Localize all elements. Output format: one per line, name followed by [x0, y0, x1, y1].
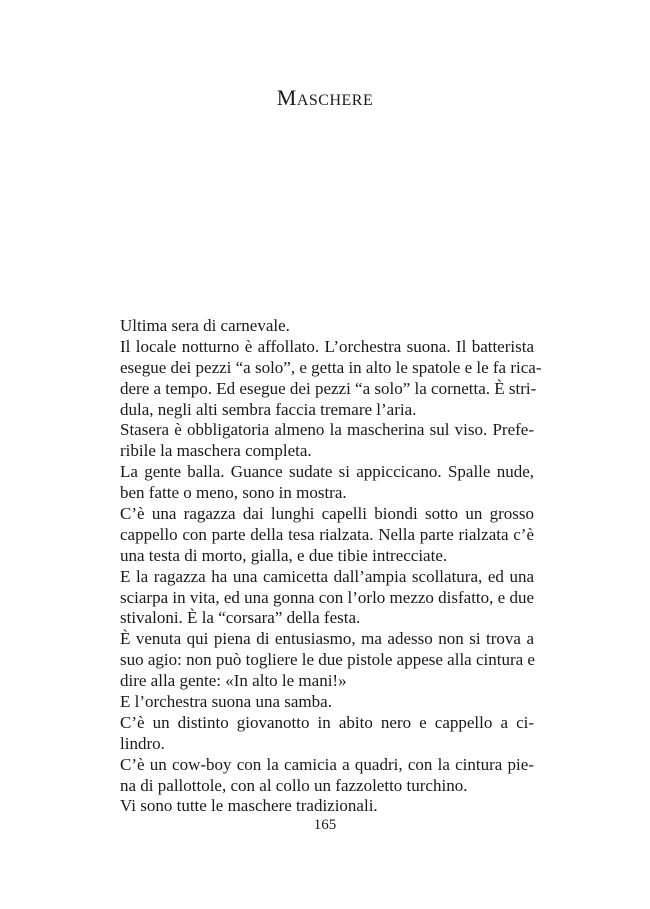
paragraph: [120, 336, 542, 421]
text-line: Il locale notturno è affollato. L’orchestra suona. Il batterista: [120, 336, 534, 356]
paragraph: [120, 629, 534, 692]
text-line: C’è un cow-boy con la camicia a quadri, con la cintura pie-: [120, 754, 534, 774]
text-line: na di pallottole, con al collo un fazzoletto turchino.: [120, 775, 468, 795]
page-number: 165: [313, 817, 337, 833]
paragraph: [120, 504, 534, 567]
chapter-title: [0, 85, 650, 111]
text-line: esegue dei pezzi “a solo”, e getta in alto le spatole e le fa rica-: [120, 357, 542, 377]
paragraph: [120, 462, 534, 504]
paragraph: [120, 316, 534, 337]
paragraph: [120, 692, 534, 713]
text-line: una testa di morto, gialla, e due tibie intrecciate.: [120, 545, 448, 565]
text-line: dula, negli alti sembra faccia tremare l’aria.: [120, 399, 417, 419]
text-line: Stasera è obbligatoria almeno la mascherina sul viso. Prefe-: [120, 420, 534, 440]
text-line: ribile la maschera completa.: [120, 441, 312, 461]
text-line: sciarpa in vita, ed una gonna con l’orlo mezzo disfatto, e due: [120, 587, 534, 607]
chapter-title-initial: M: [276, 85, 297, 110]
paragraph: [120, 713, 534, 755]
paragraph: [120, 567, 534, 630]
body-text: [120, 316, 542, 817]
text-line: stivaloni. È la “corsara” della festa.: [120, 608, 361, 628]
text-line: cappello con parte della tesa rialzata. Nella parte rialzata c’è: [120, 524, 534, 544]
text-line: dere a tempo. Ed esegue dei pezzi “a solo” la cornetta. È stri-: [120, 378, 537, 398]
paragraph: [120, 420, 534, 462]
paragraph: [120, 755, 534, 797]
text-line: Ultima sera di carnevale.: [120, 316, 290, 335]
text-line: suo agio: non può togliere le due pistole appese alla cintura e: [120, 650, 535, 670]
text-line: dire alla gente: «In alto le mani!»: [120, 671, 347, 691]
paragraph: [120, 796, 534, 817]
text-line: È venuta qui piena di entusiasmo, ma adesso non si trova a: [120, 629, 534, 649]
text-line: E l’orchestra suona una samba.: [120, 692, 332, 712]
text-line: E la ragazza ha una camicetta dall’ampia scollatura, ed una: [120, 566, 534, 586]
text-line: C’è un distinto giovanotto in abito nero e cappello a ci-: [120, 712, 534, 732]
text-line: lindro.: [120, 733, 165, 753]
text-line: ben fatte o meno, sono in mostra.: [120, 483, 347, 503]
text-line: C’è una ragazza dai lunghi capelli biondi sotto un grosso: [120, 504, 534, 524]
chapter-title-rest: ASCHERE: [296, 92, 374, 109]
text-line: Vi sono tutte le maschere tradizionali.: [120, 796, 378, 816]
text-line: La gente balla. Guance sudate si appiccicano. Spalle nude,: [120, 462, 534, 482]
